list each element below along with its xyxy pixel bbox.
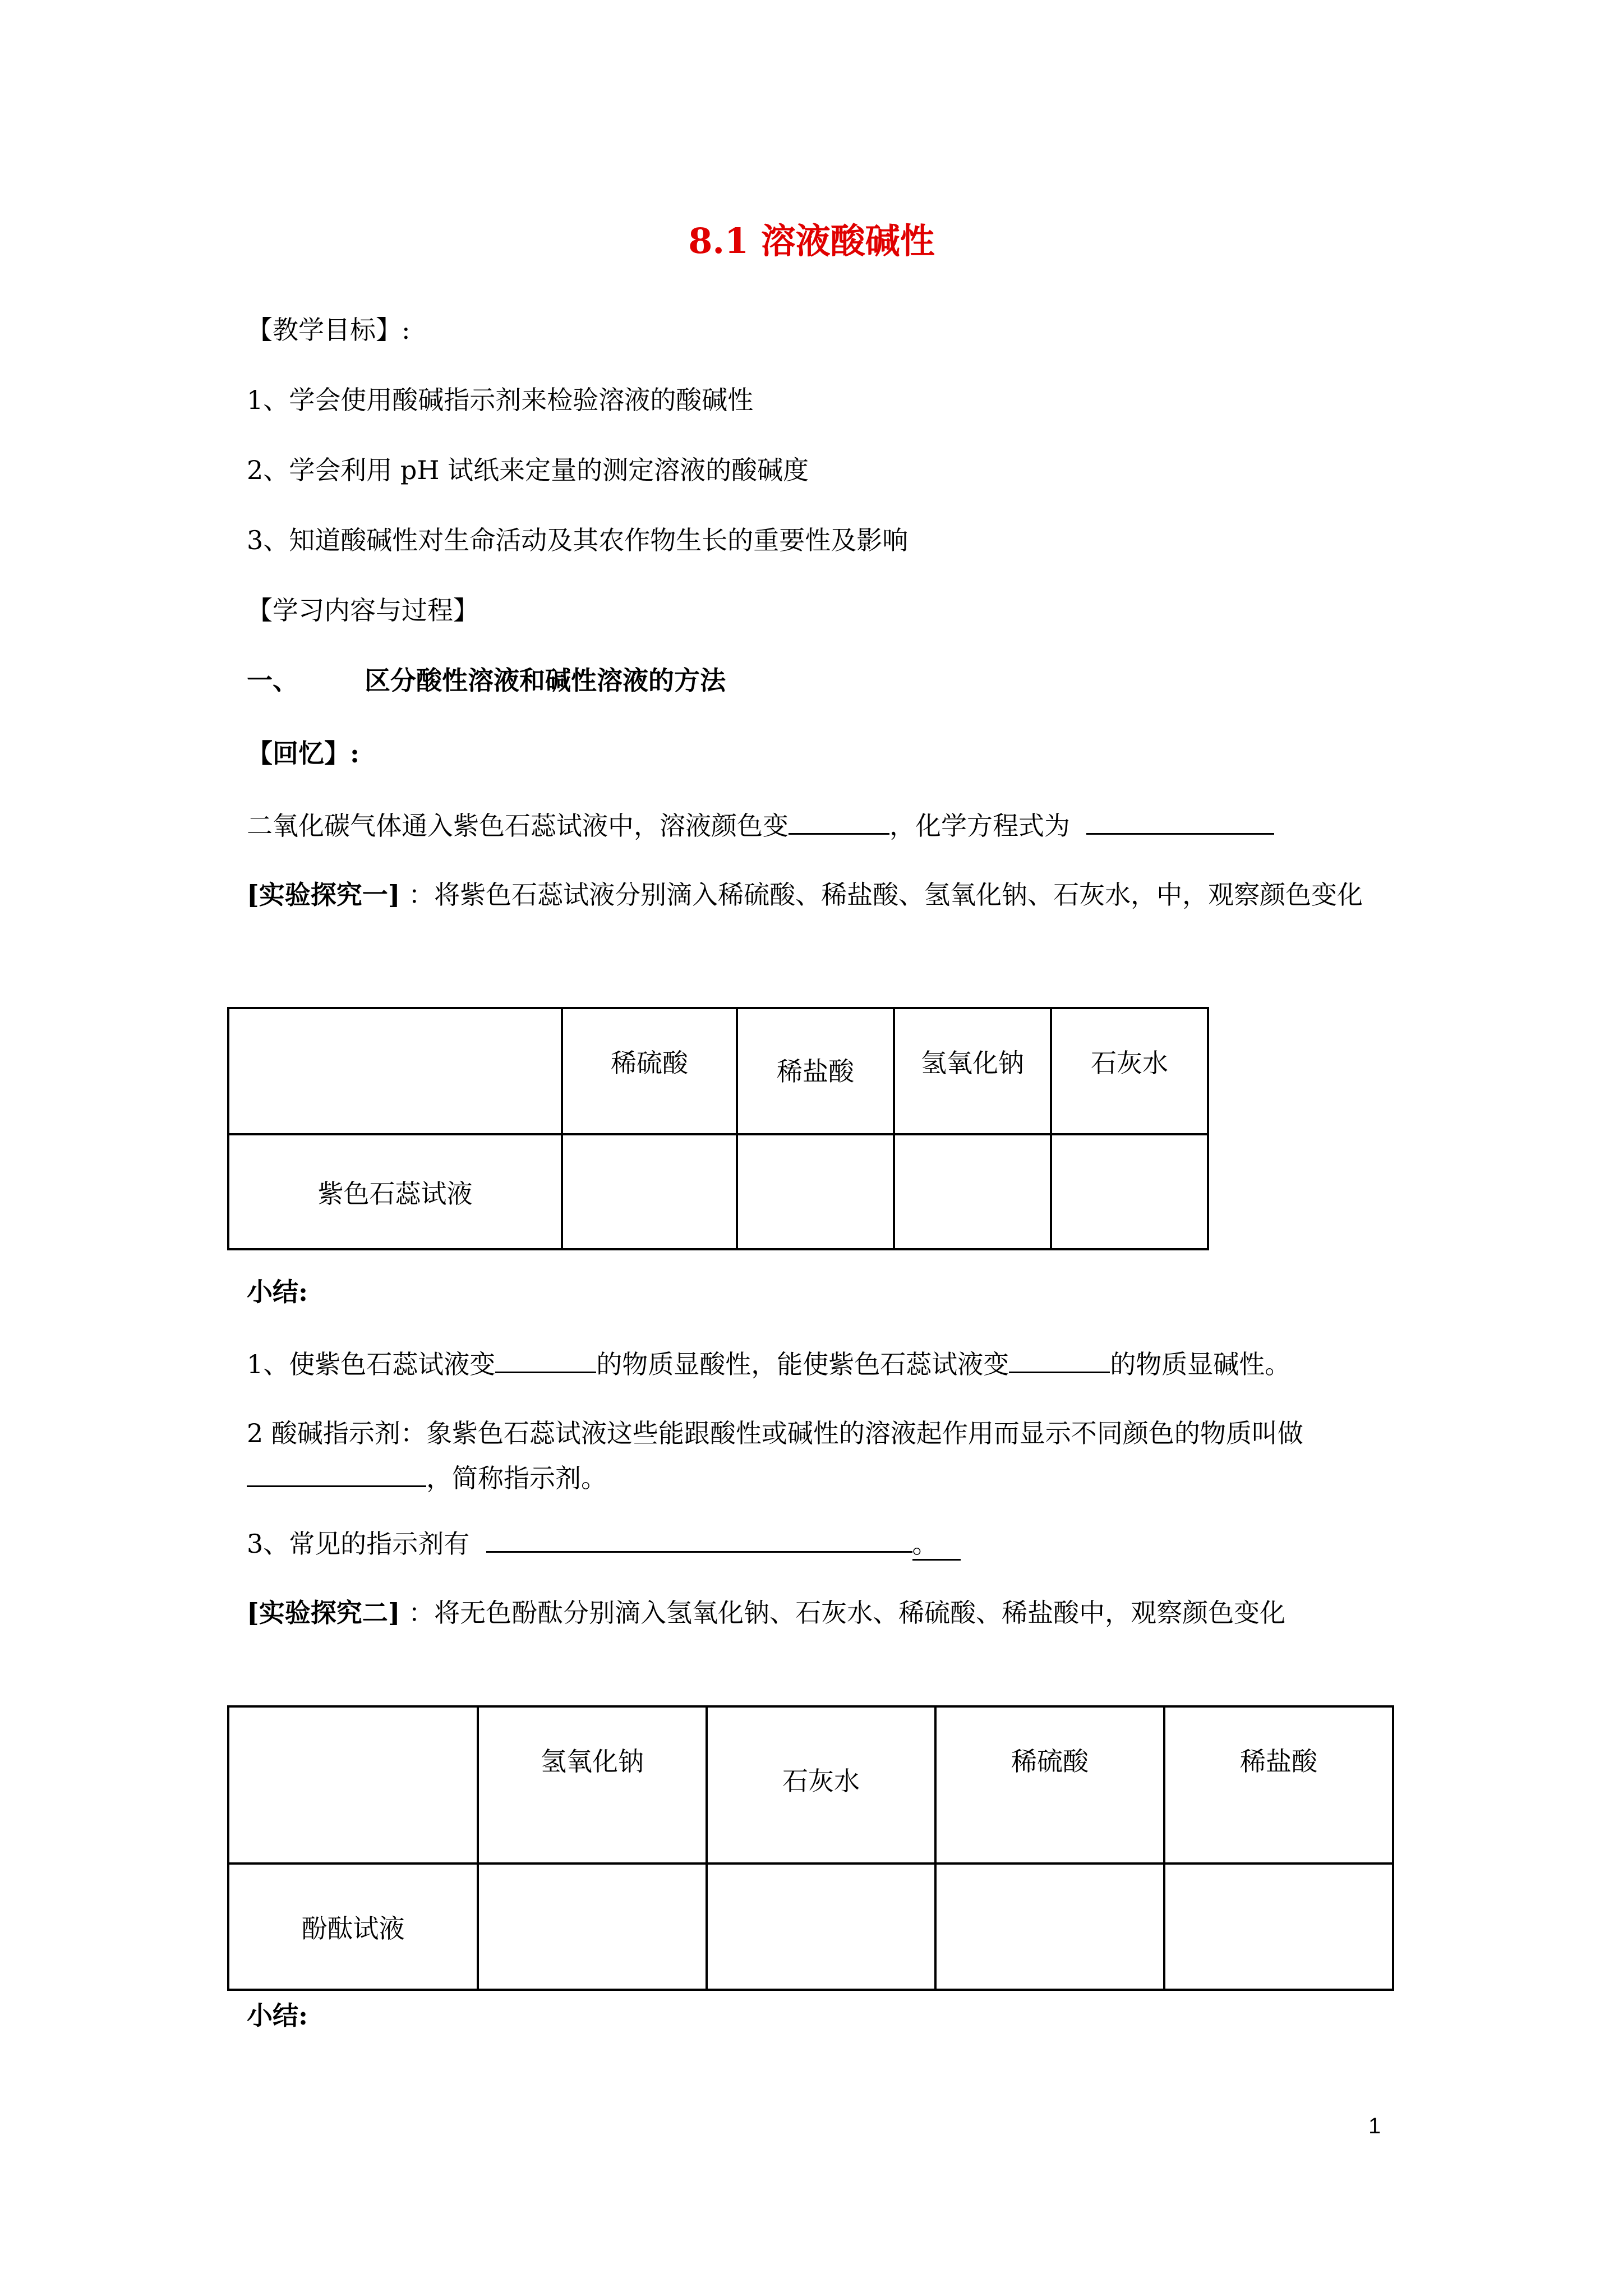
- phenolphthalein-cell-dilute-sulfuric-acid[interactable]: [935, 1864, 1164, 1990]
- summary-1-item-2-text-a: 2 酸碱指示剂：象紫色石蕊试液这些能跟酸性或碱性的溶液起作用而显示不同颜色的物质叫做: [247, 1418, 1303, 1448]
- litmus-header-limewater: 石灰水: [1051, 1008, 1208, 1134]
- summary-1-item-1-text-b: 的物质显酸性，能使紫色石蕊试液变: [596, 1349, 1009, 1379]
- summary-2-heading: 小结:: [247, 2000, 308, 2031]
- summary-1-item-2: [247, 1411, 1391, 1501]
- phenolphthalein-cell-dilute-hydrochloric-acid[interactable]: [1164, 1864, 1393, 1990]
- litmus-row-label: 紫色石蕊试液: [228, 1134, 562, 1249]
- summary-1-item-2-text-b: ，简称指示剂。: [426, 1463, 607, 1493]
- summary-1-item-1-text-c: 的物质显碱性。: [1110, 1349, 1291, 1379]
- objectives-heading: 【教学目标】:: [247, 315, 411, 345]
- phenolphthalein-cell-limewater[interactable]: [707, 1864, 935, 1990]
- experiment-2-text: ：将无色酚酞分别滴入氢氧化钠、石灰水、稀硫酸、稀盐酸中，观察颜色变化: [408, 1598, 1286, 1628]
- summary-1-item-3-text-a: 3、常见的指示剂有: [247, 1529, 470, 1559]
- litmus-cell-sodium-hydroxide[interactable]: [894, 1134, 1051, 1249]
- summary-1-heading: 小结:: [247, 1277, 308, 1307]
- objective-item-2: 2、学会利用 pH 试纸来定量的测定溶液的酸碱度: [247, 455, 809, 485]
- experiment-1-instruction: [247, 872, 1391, 917]
- recall-text-a: 二氧化碳气体通入紫色石蕊试液中，溶液颜色变: [247, 811, 789, 841]
- phenolphthalein-header-limewater: 石灰水: [707, 1706, 935, 1864]
- recall-heading: 【回忆】:: [247, 738, 359, 769]
- recall-color-blank[interactable]: [789, 805, 889, 835]
- phenolphthalein-header-dilute-hydrochloric-acid: 稀盐酸: [1164, 1706, 1393, 1864]
- objective-item-1: 1、学会使用酸碱指示剂来检验溶液的酸碱性: [247, 385, 754, 415]
- experiment-1-label: [实验探究一]: [247, 880, 400, 910]
- base-color-blank[interactable]: [1009, 1343, 1110, 1373]
- page-number: 1: [1368, 2114, 1381, 2138]
- experiment-2-instruction: [247, 1590, 1391, 1635]
- indicator-definition-blank[interactable]: [247, 1457, 426, 1487]
- page-title: 8.1 溶液酸碱性: [688, 220, 935, 261]
- recall-equation-blank[interactable]: [1086, 805, 1274, 835]
- phenolphthalein-header-corner: [228, 1706, 478, 1864]
- section-number: 一、: [247, 665, 298, 696]
- experiment-2-label: [实验探究二]: [247, 1598, 400, 1628]
- objective-item-3: 3、知道酸碱性对生命活动及其农作物生长的重要性及影响: [247, 525, 909, 555]
- recall-question: [247, 805, 1274, 844]
- litmus-cell-limewater[interactable]: [1051, 1134, 1208, 1249]
- acid-color-blank[interactable]: [495, 1343, 596, 1373]
- summary-1-item-1: [247, 1343, 1290, 1383]
- litmus-cell-dilute-sulfuric-acid[interactable]: [562, 1134, 737, 1249]
- phenolphthalein-table: [227, 1705, 1394, 1991]
- litmus-header-dilute-sulfuric-acid: 稀硫酸: [562, 1008, 737, 1134]
- litmus-header-dilute-hydrochloric-acid: 稀盐酸: [737, 1008, 894, 1134]
- phenolphthalein-cell-sodium-hydroxide[interactable]: [478, 1864, 707, 1990]
- litmus-header-corner: [228, 1008, 562, 1134]
- summary-1-item-1-text-a: 1、使紫色石蕊试液变: [247, 1349, 496, 1379]
- litmus-table: [227, 1007, 1209, 1250]
- section-title: 区分酸性溶液和碱性溶液的方法: [365, 665, 726, 696]
- common-indicators-blank[interactable]: [486, 1523, 912, 1553]
- experiment-1-text: ：将紫色石蕊试液分别滴入稀硫酸、稀盐酸、氢氧化钠、石灰水，中，观察颜色变化: [408, 880, 1363, 910]
- process-heading: 【学习内容与过程】: [247, 595, 479, 625]
- phenolphthalein-row-label: 酚酞试液: [228, 1864, 478, 1990]
- litmus-cell-dilute-hydrochloric-acid[interactable]: [737, 1134, 894, 1249]
- phenolphthalein-header-sodium-hydroxide: 氢氧化钠: [478, 1706, 707, 1864]
- phenolphthalein-header-dilute-sulfuric-acid: 稀硫酸: [935, 1706, 1164, 1864]
- litmus-header-sodium-hydroxide: 氢氧化钠: [894, 1008, 1051, 1134]
- summary-1-item-3: [247, 1523, 961, 1562]
- summary-1-item-3-text-b: 。: [912, 1529, 961, 1561]
- recall-text-b: ，化学方程式为: [889, 811, 1070, 841]
